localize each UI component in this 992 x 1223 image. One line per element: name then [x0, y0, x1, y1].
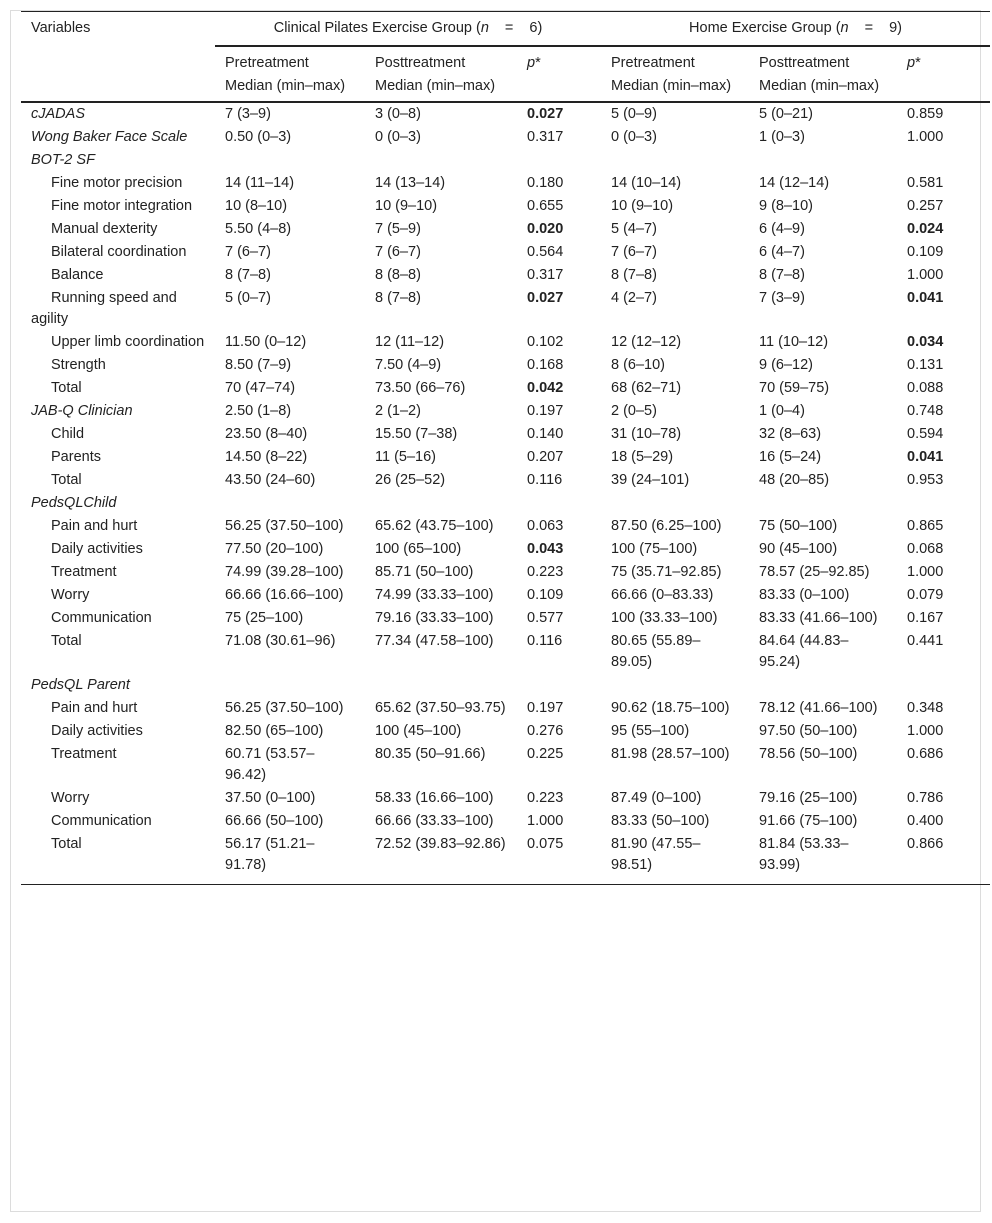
cell-p-value: 1.000	[907, 723, 944, 739]
cell-p-value	[897, 675, 990, 698]
table-row	[21, 127, 990, 150]
table-row	[21, 470, 990, 493]
cell-pretreatment: 77.50 (20–100)	[225, 541, 324, 557]
cell-posttreatment: 16 (5–24)	[759, 449, 822, 465]
row-label-text: Communication	[51, 813, 152, 829]
cell-p-value: 0.041	[907, 290, 944, 306]
cell-p-value: 0.043	[527, 541, 564, 557]
row-label-text: Pain and hurt	[51, 518, 138, 534]
header-group-home	[601, 12, 990, 47]
row-label: BOT-2 SF	[31, 152, 95, 168]
cell-pretreatment: 87.49 (0–100)	[611, 790, 702, 806]
header-median-3: Median (min–max)	[611, 78, 732, 94]
table-row	[21, 242, 990, 265]
row-label	[21, 196, 215, 219]
cell-pretreatment: 70 (47–74)	[225, 380, 296, 396]
row-label	[21, 698, 215, 721]
cell-pretreatment: 10 (8–10)	[225, 198, 288, 214]
cell-pretreatment	[601, 675, 749, 698]
row-label	[21, 631, 215, 675]
cell-posttreatment: 8 (7–8)	[759, 267, 805, 283]
cell-pretreatment: 14 (10–14)	[611, 175, 682, 191]
cell-p-value: 0.140	[527, 426, 564, 442]
cell-posttreatment: 32 (8–63)	[759, 426, 822, 442]
cell-pretreatment	[215, 493, 365, 516]
cell-posttreatment: 14 (12–14)	[759, 175, 830, 191]
cell-posttreatment: 75 (50–100)	[759, 518, 838, 534]
cell-p-value: 0.866	[907, 836, 944, 852]
cell-posttreatment: 58.33 (16.66–100)	[375, 790, 494, 806]
table-row	[21, 265, 990, 288]
cell-p-value: 0.577	[527, 610, 564, 626]
row-label	[21, 608, 215, 631]
row-label-text: Strength	[51, 357, 106, 373]
header-p-1	[517, 46, 601, 76]
cell-p-value: 0.034	[907, 334, 944, 350]
cell-posttreatment: 7 (5–9)	[375, 221, 421, 237]
cell-posttreatment: 78.12 (41.66–100)	[759, 700, 878, 716]
cell-pretreatment: 0 (0–3)	[611, 129, 657, 145]
table-row	[21, 631, 990, 675]
cell-pretreatment: 56.25 (37.50–100)	[225, 700, 344, 716]
cell-posttreatment: 81.84 (53.33–93.99)	[759, 836, 849, 873]
cell-p-value: 0.042	[527, 380, 564, 396]
cell-p-value: 0.748	[907, 403, 944, 419]
cell-pretreatment: 74.99 (39.28–100)	[225, 564, 344, 580]
cell-p-value: 0.348	[907, 700, 944, 716]
cell-p-value: 0.197	[527, 403, 564, 419]
cell-pretreatment: 0.50 (0–3)	[225, 129, 292, 145]
cell-p-value: 0.223	[527, 790, 564, 806]
p-symbol: p	[527, 55, 536, 71]
table-row	[21, 493, 990, 516]
table-row	[21, 698, 990, 721]
cell-posttreatment: 65.62 (37.50–93.75)	[375, 700, 506, 716]
table-row	[21, 608, 990, 631]
cell-p-value: 0.079	[907, 587, 944, 603]
cell-pretreatment: 95 (55–100)	[611, 723, 690, 739]
group2-n: n	[840, 20, 849, 36]
row-label	[21, 562, 215, 585]
row-label-text: Treatment	[51, 746, 117, 762]
group1-eq: =	[504, 20, 514, 36]
cell-posttreatment: 14 (13–14)	[375, 175, 446, 191]
header-median-2: Median (min–max)	[375, 78, 496, 94]
cell-pretreatment: 81.98 (28.57–100)	[611, 746, 730, 762]
cell-p-value: 0.223	[527, 564, 564, 580]
table-row	[21, 355, 990, 378]
table-row	[21, 811, 990, 834]
table-row	[21, 834, 990, 885]
cell-p-value: 0.225	[527, 746, 564, 762]
header-p-2	[897, 46, 990, 76]
cell-pretreatment: 80.65 (55.89–89.05)	[611, 633, 701, 670]
cell-posttreatment: 1 (0–4)	[759, 403, 805, 419]
group1-n: n	[480, 20, 489, 36]
row-label: PedsQLChild	[31, 495, 117, 511]
cell-posttreatment: 8 (8–8)	[375, 267, 421, 283]
row-label: JAB-Q Clinician	[31, 403, 133, 419]
cell-posttreatment: 5 (0–21)	[759, 106, 814, 122]
table-row	[21, 173, 990, 196]
cell-pretreatment: 100 (33.33–100)	[611, 610, 718, 626]
table-row	[21, 378, 990, 401]
cell-p-value: 0.317	[527, 267, 564, 283]
cell-pretreatment: 75 (35.71–92.85)	[611, 564, 722, 580]
cell-pretreatment: 31 (10–78)	[611, 426, 682, 442]
row-label	[21, 721, 215, 744]
cell-p-value: 0.024	[907, 221, 944, 237]
cell-pretreatment: 7 (3–9)	[225, 106, 271, 122]
cell-pretreatment: 18 (5–29)	[611, 449, 674, 465]
row-label-text: Worry	[51, 790, 90, 806]
cell-p-value: 0.068	[907, 541, 944, 557]
cell-pretreatment: 100 (75–100)	[611, 541, 698, 557]
cell-p-value: 0.075	[527, 836, 564, 852]
cell-pretreatment: 8.50 (7–9)	[225, 357, 292, 373]
cell-posttreatment: 73.50 (66–76)	[375, 380, 466, 396]
cell-posttreatment: 12 (11–12)	[375, 334, 445, 350]
group1-count: 6)	[529, 20, 543, 36]
cell-p-value: 0.041	[907, 449, 944, 465]
row-label	[21, 788, 215, 811]
group2-eq: =	[864, 20, 874, 36]
cell-pretreatment: 81.90 (47.55–98.51)	[611, 836, 701, 873]
cell-p-value: 0.116	[527, 472, 563, 488]
cell-posttreatment: 26 (25–52)	[375, 472, 446, 488]
cell-pretreatment: 5.50 (4–8)	[225, 221, 292, 237]
cell-posttreatment: 83.33 (0–100)	[759, 587, 850, 603]
cell-pretreatment: 71.08 (30.61–96)	[225, 633, 336, 649]
results-table-frame	[10, 10, 981, 1212]
cell-p-value: 0.020	[527, 221, 564, 237]
cell-pretreatment: 90.62 (18.75–100)	[611, 700, 730, 716]
cell-pretreatment: 87.50 (6.25–100)	[611, 518, 722, 534]
cell-p-value	[517, 150, 601, 173]
cell-pretreatment: 8 (6–10)	[611, 357, 666, 373]
cell-p-value: 0.180	[527, 175, 564, 191]
table-row	[21, 447, 990, 470]
cell-posttreatment: 79.16 (25–100)	[759, 790, 858, 806]
row-label	[21, 811, 215, 834]
cell-posttreatment: 9 (8–10)	[759, 198, 814, 214]
p-star: *	[915, 55, 921, 71]
row-label-text: Daily activities	[51, 723, 143, 739]
cell-posttreatment: 7 (3–9)	[759, 290, 805, 306]
cell-posttreatment: 78.56 (50–100)	[759, 746, 858, 762]
cell-pretreatment: 56.25 (37.50–100)	[225, 518, 344, 534]
cell-p-value: 0.109	[527, 587, 564, 603]
cell-p-value: 0.317	[527, 129, 564, 145]
cell-posttreatment: 9 (6–12)	[759, 357, 814, 373]
row-label-text: Total	[51, 836, 82, 852]
group1-label: Clinical Pilates Exercise Group (	[273, 20, 481, 36]
cell-posttreatment: 97.50 (50–100)	[759, 723, 858, 739]
row-label	[21, 173, 215, 196]
cell-p-value: 0.027	[527, 106, 564, 122]
cell-posttreatment	[749, 675, 897, 698]
cell-posttreatment: 85.71 (50–100)	[375, 564, 474, 580]
cell-pretreatment: 75 (25–100)	[225, 610, 304, 626]
row-label-text: Fine motor precision	[51, 175, 183, 191]
table-row	[21, 150, 990, 173]
cell-posttreatment: 6 (4–9)	[759, 221, 805, 237]
cell-pretreatment: 39 (24–101)	[611, 472, 690, 488]
cell-posttreatment: 15.50 (7–38)	[375, 426, 458, 442]
row-label	[21, 355, 215, 378]
cell-posttreatment: 11 (5–16)	[375, 449, 436, 465]
cell-posttreatment: 66.66 (33.33–100)	[375, 813, 494, 829]
cell-pretreatment: 8 (7–8)	[225, 267, 271, 283]
cell-posttreatment: 48 (20–85)	[759, 472, 830, 488]
table-row	[21, 424, 990, 447]
cell-posttreatment	[749, 150, 897, 173]
cell-p-value: 0.088	[907, 380, 944, 396]
cell-p-value	[897, 150, 990, 173]
table-body	[21, 102, 990, 885]
cell-p-value	[897, 493, 990, 516]
cell-pretreatment: 82.50 (65–100)	[225, 723, 324, 739]
row-label	[21, 516, 215, 539]
cell-pretreatment: 11.50 (0–12)	[225, 334, 307, 350]
cell-posttreatment: 72.52 (39.83–92.86)	[375, 836, 506, 852]
cell-posttreatment	[749, 493, 897, 516]
cell-p-value: 0.581	[907, 175, 944, 191]
row-label-text: Total	[51, 380, 82, 396]
cell-posttreatment: 3 (0–8)	[375, 106, 421, 122]
table-row	[21, 721, 990, 744]
cell-pretreatment	[215, 150, 365, 173]
cell-pretreatment: 66.66 (50–100)	[225, 813, 324, 829]
cell-posttreatment: 1 (0–3)	[759, 129, 805, 145]
cell-posttreatment	[365, 675, 517, 698]
cell-p-value: 0.102	[527, 334, 564, 350]
results-table	[21, 11, 990, 885]
header-row-timepoints	[21, 46, 990, 76]
cell-posttreatment: 10 (9–10)	[375, 198, 438, 214]
row-label	[21, 539, 215, 562]
cell-p-value: 0.594	[907, 426, 944, 442]
cell-p-value: 0.116	[527, 633, 563, 649]
cell-posttreatment	[365, 150, 517, 173]
cell-pretreatment: 10 (9–10)	[611, 198, 674, 214]
row-label-text: Worry	[51, 587, 90, 603]
cell-pretreatment: 5 (0–9)	[611, 106, 657, 122]
cell-p-value: 0.027	[527, 290, 564, 306]
table-row	[21, 516, 990, 539]
cell-pretreatment: 56.17 (51.21–91.78)	[225, 836, 315, 873]
cell-p-value: 0.655	[527, 198, 564, 214]
cell-posttreatment: 83.33 (41.66–100)	[759, 610, 878, 626]
cell-pretreatment	[215, 675, 365, 698]
row-label-text: Upper limb coordination	[51, 334, 205, 350]
row-label	[21, 242, 215, 265]
header-pre-1: Pretreatment	[225, 55, 309, 71]
cell-pretreatment: 23.50 (8–40)	[225, 426, 308, 442]
cell-p-value: 0.063	[527, 518, 564, 534]
p-symbol: p	[907, 55, 916, 71]
cell-p-value: 0.131	[907, 357, 944, 373]
row-label-text: Pain and hurt	[51, 700, 138, 716]
row-label-text: Child	[51, 426, 85, 442]
cell-pretreatment: 12 (12–12)	[611, 334, 682, 350]
row-label: Wong Baker Face Scale	[31, 129, 188, 145]
cell-posttreatment: 65.62 (43.75–100)	[375, 518, 494, 534]
cell-p-value: 0.859	[907, 106, 944, 122]
header-row-stats	[21, 76, 990, 102]
table-row	[21, 675, 990, 698]
cell-pretreatment: 5 (0–7)	[225, 290, 271, 306]
cell-p-value: 0.865	[907, 518, 944, 534]
cell-pretreatment: 7 (6–7)	[225, 244, 271, 260]
header-variables: Variables	[31, 20, 91, 36]
table-row	[21, 585, 990, 608]
row-label-text: Parents	[51, 449, 101, 465]
cell-posttreatment: 77.34 (47.58–100)	[375, 633, 494, 649]
cell-pretreatment: 83.33 (50–100)	[611, 813, 710, 829]
cell-p-value: 0.109	[907, 244, 944, 260]
cell-p-value: 0.167	[907, 610, 944, 626]
header-row-groups	[21, 12, 990, 47]
header-median-1: Median (min–max)	[225, 78, 346, 94]
cell-posttreatment: 7.50 (4–9)	[375, 357, 442, 373]
cell-p-value: 0.786	[907, 790, 944, 806]
cell-posttreatment: 84.64 (44.83–95.24)	[759, 633, 849, 670]
cell-p-value: 0.257	[907, 198, 944, 214]
cell-posttreatment: 2 (1–2)	[375, 403, 421, 419]
cell-pretreatment: 68 (62–71)	[611, 380, 682, 396]
cell-p-value: 0.686	[907, 746, 944, 762]
cell-p-value: 0.168	[527, 357, 564, 373]
cell-pretreatment: 7 (6–7)	[611, 244, 657, 260]
cell-posttreatment	[365, 493, 517, 516]
row-label	[21, 424, 215, 447]
cell-p-value: 0.400	[907, 813, 944, 829]
row-label	[21, 288, 215, 332]
row-label	[21, 744, 215, 788]
cell-pretreatment	[601, 493, 749, 516]
row-label	[21, 219, 215, 242]
cell-pretreatment	[601, 150, 749, 173]
cell-posttreatment: 0 (0–3)	[375, 129, 421, 145]
row-label: PedsQL Parent	[31, 677, 130, 693]
row-label-text: Fine motor integration	[51, 198, 193, 214]
table-row	[21, 102, 990, 127]
cell-posttreatment: 70 (59–75)	[759, 380, 830, 396]
table-row	[21, 332, 990, 355]
table-row	[21, 288, 990, 332]
row-label	[21, 378, 215, 401]
cell-posttreatment: 80.35 (50–91.66)	[375, 746, 486, 762]
cell-p-value: 0.441	[907, 633, 944, 649]
cell-p-value: 1.000	[907, 129, 944, 145]
row-label-text: Treatment	[51, 564, 117, 580]
row-label-text: Daily activities	[51, 541, 143, 557]
cell-pretreatment: 5 (4–7)	[611, 221, 657, 237]
cell-posttreatment: 74.99 (33.33–100)	[375, 587, 494, 603]
cell-p-value	[517, 493, 601, 516]
cell-posttreatment: 78.57 (25–92.85)	[759, 564, 870, 580]
p-star: *	[535, 55, 541, 71]
row-label	[21, 470, 215, 493]
cell-p-value: 0.207	[527, 449, 564, 465]
cell-posttreatment: 100 (65–100)	[375, 541, 462, 557]
cell-pretreatment: 2.50 (1–8)	[225, 403, 292, 419]
table-row	[21, 788, 990, 811]
row-label-text: Balance	[51, 267, 104, 283]
cell-posttreatment: 8 (7–8)	[375, 290, 421, 306]
cell-pretreatment: 14.50 (8–22)	[225, 449, 308, 465]
table-row	[21, 539, 990, 562]
cell-posttreatment: 90 (45–100)	[759, 541, 838, 557]
header-group-pilates	[215, 12, 601, 47]
row-label	[21, 834, 215, 885]
cell-p-value: 0.953	[907, 472, 944, 488]
cell-p-value: 1.000	[907, 267, 944, 283]
cell-posttreatment: 91.66 (75–100)	[759, 813, 858, 829]
cell-pretreatment: 4 (2–7)	[611, 290, 657, 306]
cell-p-value	[517, 675, 601, 698]
row-label-text: Total	[51, 633, 82, 649]
row-label	[21, 447, 215, 470]
table-row	[21, 744, 990, 788]
row-label-text: Running speed and agility	[31, 290, 177, 327]
row-label-text: Total	[51, 472, 82, 488]
cell-pretreatment: 60.71 (53.57–96.42)	[225, 746, 315, 783]
cell-p-value: 1.000	[907, 564, 944, 580]
row-label-text: Manual dexterity	[51, 221, 158, 237]
header-pre-2: Pretreatment	[611, 55, 695, 71]
cell-p-value: 0.564	[527, 244, 564, 260]
table-row	[21, 196, 990, 219]
cell-p-value: 1.000	[527, 813, 564, 829]
cell-posttreatment: 100 (45–100)	[375, 723, 462, 739]
row-label-text: Bilateral coordination	[51, 244, 187, 260]
cell-p-value: 0.276	[527, 723, 564, 739]
cell-pretreatment: 14 (11–14)	[225, 175, 295, 191]
cell-pretreatment: 37.50 (0–100)	[225, 790, 316, 806]
row-label	[21, 585, 215, 608]
cell-posttreatment: 79.16 (33.33–100)	[375, 610, 494, 626]
cell-pretreatment: 66.66 (16.66–100)	[225, 587, 344, 603]
cell-pretreatment: 43.50 (24–60)	[225, 472, 316, 488]
cell-posttreatment: 6 (4–7)	[759, 244, 805, 260]
cell-p-value: 0.197	[527, 700, 564, 716]
header-post-1: Posttreatment	[375, 55, 466, 71]
cell-pretreatment: 66.66 (0–83.33)	[611, 587, 714, 603]
table-row	[21, 219, 990, 242]
cell-posttreatment: 7 (6–7)	[375, 244, 421, 260]
cell-posttreatment: 11 (10–12)	[759, 334, 829, 350]
cell-pretreatment: 2 (0–5)	[611, 403, 657, 419]
header-post-2: Posttreatment	[759, 55, 850, 71]
table-row	[21, 562, 990, 585]
group2-label: Home Exercise Group (	[689, 20, 841, 36]
row-label	[21, 265, 215, 288]
table-row	[21, 401, 990, 424]
group2-count: 9)	[889, 20, 902, 36]
row-label	[21, 332, 215, 355]
cell-pretreatment: 8 (7–8)	[611, 267, 657, 283]
row-label-text: Communication	[51, 610, 152, 626]
header-median-4: Median (min–max)	[759, 78, 880, 94]
row-label: cJADAS	[31, 106, 85, 122]
